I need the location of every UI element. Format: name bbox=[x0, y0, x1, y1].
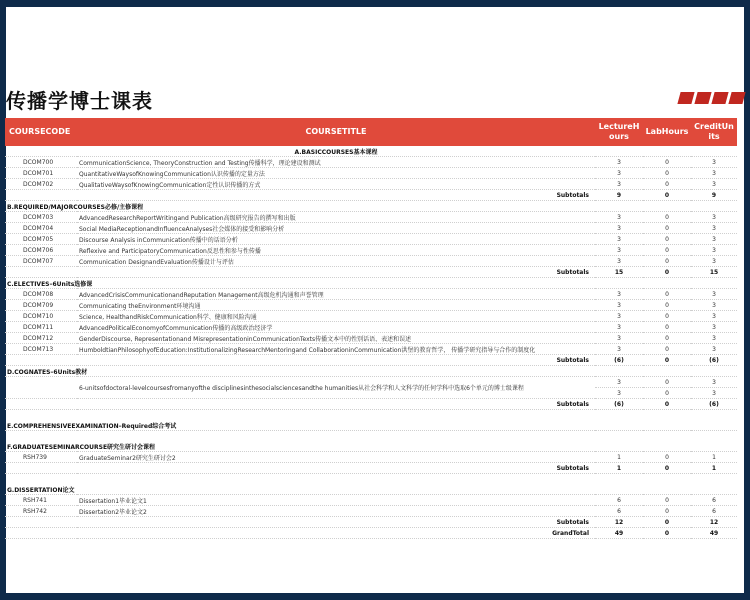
lecture-hours: 3 bbox=[595, 311, 643, 322]
lecture-hours: 3 bbox=[595, 157, 643, 168]
header-course-title: COURSETITLE bbox=[77, 118, 595, 146]
lab-hours: 0 bbox=[643, 234, 691, 245]
subtotal-lecture: 12 bbox=[595, 517, 643, 528]
section-heading bbox=[5, 441, 737, 452]
table-row bbox=[5, 212, 737, 223]
lab-hours: 0 bbox=[643, 452, 691, 463]
course-title: QualitativeWaysofKnowingCommunication定性认识传播的方式 bbox=[77, 179, 595, 190]
section-heading bbox=[5, 484, 737, 495]
subtotal-label: Subtotals bbox=[77, 267, 595, 278]
lecture-hours: 3 bbox=[595, 168, 643, 179]
course-code: DCOM710 bbox=[5, 311, 77, 322]
course-title: AdvancedResearchReportWritingand Publication高级研究报告的撰写和出版 bbox=[77, 212, 595, 223]
section-heading bbox=[5, 366, 737, 377]
credit-units: 3 bbox=[691, 289, 737, 300]
credit-units: 3 bbox=[691, 168, 737, 179]
section-b-title: B.REQUIRED/MAJORCOURSES必修/主修课程 bbox=[5, 201, 737, 212]
lecture-hours: 3 bbox=[595, 245, 643, 256]
lab-hours: 0 bbox=[643, 333, 691, 344]
lab-hours: 0 bbox=[643, 157, 691, 168]
lab-hours: 0 bbox=[643, 245, 691, 256]
section-heading bbox=[5, 146, 737, 157]
lecture-hours: 6 bbox=[595, 495, 643, 506]
grand-total-lecture: 49 bbox=[595, 528, 643, 539]
table-row bbox=[5, 223, 737, 234]
lab-hours: 0 bbox=[643, 300, 691, 311]
header-credit-units: CreditUn its bbox=[691, 118, 737, 146]
credit-units: 3 bbox=[691, 300, 737, 311]
table-row bbox=[5, 234, 737, 245]
credit-units: 3 bbox=[691, 388, 737, 399]
course-code: DCOM702 bbox=[5, 179, 77, 190]
credit-units: 3 bbox=[691, 311, 737, 322]
section-c-title: C.ELECTIVES–6Units选修课 bbox=[5, 278, 737, 289]
page-title: 传播学博士课表 bbox=[6, 89, 153, 113]
course-title: GenderDiscourse, Representationand MisrepresentationinCommunicationTexts传播文本中的性别话语、表述和误述 bbox=[77, 333, 595, 344]
subtotal-row bbox=[5, 399, 737, 410]
grand-total-lab: 0 bbox=[643, 528, 691, 539]
spacer-row bbox=[5, 431, 737, 442]
lecture-hours: 6 bbox=[595, 506, 643, 517]
credit-units: 3 bbox=[691, 234, 737, 245]
lecture-hours: 3 bbox=[595, 212, 643, 223]
course-title: Reflexive and ParticipatoryCommunication反思性和参与性传播 bbox=[77, 245, 595, 256]
lab-hours: 0 bbox=[643, 322, 691, 333]
credit-units: 3 bbox=[691, 179, 737, 190]
table-row bbox=[5, 256, 737, 267]
lecture-hours: 3 bbox=[595, 388, 643, 399]
course-code: DCOM709 bbox=[5, 300, 77, 311]
subtotal-credit: 12 bbox=[691, 517, 737, 528]
table-row bbox=[5, 452, 737, 463]
table-header bbox=[5, 118, 737, 146]
credit-units: 3 bbox=[691, 223, 737, 234]
header-course-code: COURSECODE bbox=[5, 118, 77, 146]
course-code: DCOM705 bbox=[5, 234, 77, 245]
subtotal-lecture: (6) bbox=[595, 399, 643, 410]
subtotal-label: Subtotals bbox=[77, 463, 595, 474]
subtotal-label: Subtotals bbox=[77, 355, 595, 366]
course-title: Social MediaReceptionandInfluenceAnalyses社会媒体的接受和影响分析 bbox=[77, 223, 595, 234]
course-title: GraduateSeminar2研究生研讨会2 bbox=[77, 452, 595, 463]
table-row bbox=[5, 311, 737, 322]
course-code: DCOM704 bbox=[5, 223, 77, 234]
lecture-hours: 3 bbox=[595, 333, 643, 344]
lecture-hours: 3 bbox=[595, 289, 643, 300]
subtotal-lecture: 1 bbox=[595, 463, 643, 474]
course-code: RSH741 bbox=[5, 495, 77, 506]
credit-units: 6 bbox=[691, 506, 737, 517]
subtotal-credit: 9 bbox=[691, 190, 737, 201]
subtotal-lecture: 9 bbox=[595, 190, 643, 201]
subtotal-credit: (6) bbox=[691, 355, 737, 366]
course-title: Dissertation1毕业论文1 bbox=[77, 495, 595, 506]
course-code: DCOM706 bbox=[5, 245, 77, 256]
section-f-title: F.GRADUATESEMINARCOURSE研究生研讨会课程 bbox=[5, 441, 737, 452]
course-code: DCOM712 bbox=[5, 333, 77, 344]
table-row bbox=[5, 300, 737, 311]
lecture-hours: 3 bbox=[595, 234, 643, 245]
decorative-bars bbox=[679, 92, 744, 104]
lecture-hours: 3 bbox=[595, 300, 643, 311]
credit-units: 3 bbox=[691, 333, 737, 344]
course-table bbox=[5, 118, 737, 539]
lecture-hours: 3 bbox=[595, 377, 643, 388]
credit-units: 3 bbox=[691, 322, 737, 333]
course-title: Science, HealthandRiskCommunication科学、健康和风险沟通 bbox=[77, 311, 595, 322]
course-code: DCOM708 bbox=[5, 289, 77, 300]
lab-hours: 0 bbox=[643, 179, 691, 190]
section-heading bbox=[5, 420, 737, 431]
course-title: QuantitativeWaysofKnowingCommunication认识传播的定量方法 bbox=[77, 168, 595, 179]
section-g-title: G.DISSERTATION论文 bbox=[5, 484, 737, 495]
table-row bbox=[5, 322, 737, 333]
subtotal-row bbox=[5, 267, 737, 278]
course-code: DCOM700 bbox=[5, 157, 77, 168]
subtotal-lab: 0 bbox=[643, 190, 691, 201]
lab-hours: 0 bbox=[643, 388, 691, 399]
course-code: RSH742 bbox=[5, 506, 77, 517]
lab-hours: 0 bbox=[643, 377, 691, 388]
subtotal-lab: 0 bbox=[643, 267, 691, 278]
lecture-hours: 3 bbox=[595, 344, 643, 355]
section-a-title: A.BASICCOURSES基本课程 bbox=[77, 146, 595, 157]
credit-units: 6 bbox=[691, 495, 737, 506]
course-title: AdvancedPoliticalEconomyofCommunication传播的高级政治经济学 bbox=[77, 322, 595, 333]
course-title: Communication DesignandEvaluation传播设计与评估 bbox=[77, 256, 595, 267]
course-code: DCOM703 bbox=[5, 212, 77, 223]
subtotal-credit: 15 bbox=[691, 267, 737, 278]
credit-units: 3 bbox=[691, 344, 737, 355]
course-title: AdvancedCrisisCommunicationandReputation Management高级危机沟通和声誉管理 bbox=[77, 289, 595, 300]
lecture-hours: 3 bbox=[595, 322, 643, 333]
credit-units: 3 bbox=[691, 212, 737, 223]
table-row bbox=[5, 506, 737, 517]
grand-total-credit: 49 bbox=[691, 528, 737, 539]
subtotal-lab: 0 bbox=[643, 463, 691, 474]
table-row bbox=[5, 289, 737, 300]
table-row bbox=[5, 495, 737, 506]
lab-hours: 0 bbox=[643, 256, 691, 267]
grand-total-row bbox=[5, 528, 737, 539]
course-title: CommunicationScience, TheoryConstruction and Testing传播科学，理论建设和测试 bbox=[77, 157, 595, 168]
lab-hours: 0 bbox=[643, 506, 691, 517]
table-row bbox=[5, 168, 737, 179]
subtotal-row bbox=[5, 463, 737, 474]
credit-units: 3 bbox=[691, 377, 737, 388]
header-lab-hours: LabHours bbox=[643, 118, 691, 146]
spacer-row bbox=[5, 410, 737, 421]
course-code: DCOM713 bbox=[5, 344, 77, 355]
course-title: Communicating theEnvironment环境沟通 bbox=[77, 300, 595, 311]
course-title: Discourse Analysis inCommunication传播中的话语分析 bbox=[77, 234, 595, 245]
course-code: RSH739 bbox=[5, 452, 77, 463]
subtotal-row bbox=[5, 355, 737, 366]
header-lecture-hours: LectureH ours bbox=[595, 118, 643, 146]
section-heading bbox=[5, 278, 737, 289]
subtotal-lab: 0 bbox=[643, 517, 691, 528]
subtotal-credit: (6) bbox=[691, 399, 737, 410]
table-row bbox=[5, 179, 737, 190]
course-code: DCOM707 bbox=[5, 256, 77, 267]
subtotal-lecture: 15 bbox=[595, 267, 643, 278]
lab-hours: 0 bbox=[643, 168, 691, 179]
subtotal-label: Subtotals bbox=[77, 517, 595, 528]
lab-hours: 0 bbox=[643, 311, 691, 322]
section-d-title: D.COGNATES–6Units教材 bbox=[5, 366, 737, 377]
lecture-hours: 3 bbox=[595, 223, 643, 234]
credit-units: 3 bbox=[691, 245, 737, 256]
course-code: DCOM711 bbox=[5, 322, 77, 333]
subtotal-lab: 0 bbox=[643, 399, 691, 410]
subtotal-label: Subtotals bbox=[77, 399, 595, 410]
lab-hours: 0 bbox=[643, 212, 691, 223]
lab-hours: 0 bbox=[643, 223, 691, 234]
table-row bbox=[5, 377, 737, 388]
credit-units: 3 bbox=[691, 157, 737, 168]
lecture-hours: 1 bbox=[595, 452, 643, 463]
subtotal-lecture: (6) bbox=[595, 355, 643, 366]
subtotal-credit: 1 bbox=[691, 463, 737, 474]
table-row bbox=[5, 157, 737, 168]
course-title: HumboldtianPhilosophyofEducation:InstitutionalizingResearchMentoringand CollaborationinCommunication洪堡的教育哲学， 传播学研究指导与合作的制度化 bbox=[77, 344, 595, 355]
subtotal-lab: 0 bbox=[643, 355, 691, 366]
course-code: DCOM701 bbox=[5, 168, 77, 179]
table-row bbox=[5, 245, 737, 256]
section-heading bbox=[5, 201, 737, 212]
lecture-hours: 3 bbox=[595, 256, 643, 267]
section-e-title: E.COMPREHENSIVEEXAMINATION–Required综合考试 bbox=[5, 420, 737, 431]
lab-hours: 0 bbox=[643, 495, 691, 506]
subtotal-row bbox=[5, 190, 737, 201]
lecture-hours: 3 bbox=[595, 179, 643, 190]
table-row bbox=[5, 333, 737, 344]
credit-units: 3 bbox=[691, 256, 737, 267]
cognate-description: 6-unitsofdoctoral-levelcoursesfromanyofthe disciplinesinthesocialsciencesandthe humanities从社会科学和人文科学的任何学科中选取6个单元的博士级课程 bbox=[77, 377, 595, 399]
course-title: Dissertation2毕业论文2 bbox=[77, 506, 595, 517]
subtotal-label: Subtotals bbox=[77, 190, 595, 201]
table-row bbox=[5, 344, 737, 355]
lab-hours: 0 bbox=[643, 344, 691, 355]
grand-total-label: GrandTotal bbox=[77, 528, 595, 539]
spacer-row bbox=[5, 474, 737, 485]
lab-hours: 0 bbox=[643, 289, 691, 300]
subtotal-row bbox=[5, 517, 737, 528]
credit-units: 1 bbox=[691, 452, 737, 463]
